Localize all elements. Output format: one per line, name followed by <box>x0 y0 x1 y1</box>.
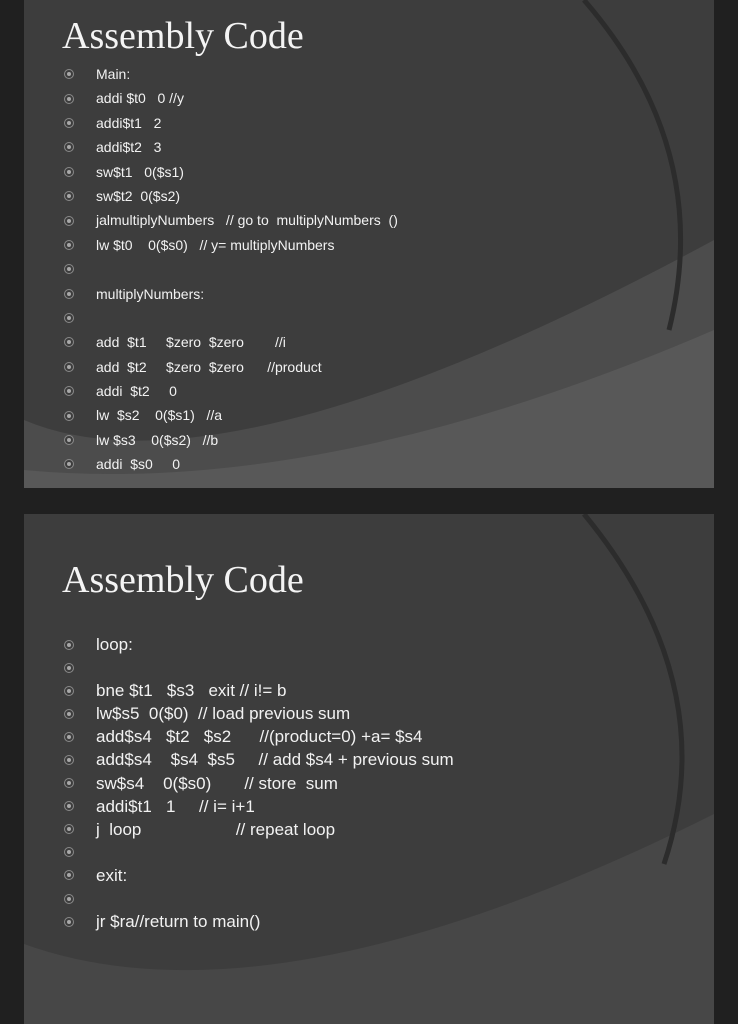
code-line <box>62 772 454 795</box>
bullet-icon <box>64 167 74 177</box>
bullet-icon <box>64 289 74 299</box>
code-text: Main: <box>96 66 131 82</box>
code-line <box>62 679 454 702</box>
code-line <box>62 306 398 330</box>
code-text: jalmultiplyNumbers // go to multiplyNumbers () <box>96 212 398 229</box>
bullet-icon <box>64 755 74 765</box>
slide-1 <box>24 0 714 488</box>
code-line <box>62 656 454 679</box>
code-text: addi $t2 0 <box>96 383 177 400</box>
code-line <box>62 748 454 771</box>
code-line <box>62 818 454 841</box>
bullet-icon <box>64 686 74 696</box>
code-text: sw$s4 0($s0) // store sum <box>96 773 338 793</box>
bullet-icon <box>64 313 74 323</box>
code-text: bne $t1 $s3 exit // i!= b <box>96 681 287 701</box>
code-line <box>62 86 398 110</box>
code-line <box>62 633 454 656</box>
slide-title: Assembly Code <box>62 15 304 57</box>
bullet-icon <box>64 142 74 152</box>
bullet-icon <box>64 411 74 421</box>
bullet-icon <box>64 69 74 79</box>
bullet-icon <box>64 824 74 834</box>
bullet-icon <box>64 118 74 128</box>
code-list <box>62 62 398 477</box>
code-line <box>62 184 398 208</box>
code-text: addi$t1 1 // i= i+1 <box>96 796 255 816</box>
code-text: j loop // repeat loop <box>96 819 336 839</box>
code-line <box>62 725 454 748</box>
code-line <box>62 135 398 159</box>
code-line <box>62 702 454 725</box>
bullet-icon <box>64 732 74 742</box>
code-line <box>62 160 398 184</box>
code-text: sw$t1 0($s1) <box>96 163 184 180</box>
code-text: addi $s0 0 <box>96 456 181 473</box>
bullet-icon <box>64 337 74 347</box>
code-text: add$s4 $t2 $s2 //(product=0) +a= $s4 <box>96 727 423 747</box>
bullet-icon <box>64 459 74 469</box>
code-line <box>62 841 454 864</box>
code-line <box>62 208 398 232</box>
bullet-icon <box>64 640 74 650</box>
code-line <box>62 910 454 933</box>
code-text: multiplyNumbers: <box>96 285 205 302</box>
code-text: lw $s2 0($s1) //a <box>96 407 223 424</box>
bullet-icon <box>64 801 74 811</box>
code-line <box>62 330 398 354</box>
code-line <box>62 428 398 452</box>
bullet-icon <box>64 240 74 250</box>
code-text: lw $t0 0($s0) // y= multiplyNumbers <box>96 236 335 253</box>
slide-title: Assembly Code <box>62 559 304 601</box>
code-line <box>62 887 454 910</box>
code-text: addi $t0 0 //y <box>96 90 184 107</box>
bullet-icon <box>64 94 74 104</box>
code-text: add $t2 $zero $zero //product <box>96 358 322 375</box>
code-line <box>62 452 398 476</box>
code-text: sw$t2 0($s2) <box>96 187 181 204</box>
bullet-icon <box>64 709 74 719</box>
code-line <box>62 62 398 86</box>
code-text: exit: <box>96 865 128 885</box>
code-line <box>62 379 398 403</box>
bullet-icon <box>64 663 74 673</box>
code-line <box>62 864 454 887</box>
bullet-icon <box>64 917 74 927</box>
code-text: lw $s3 0($s2) //b <box>96 431 219 448</box>
code-line <box>62 111 398 135</box>
code-text: loop: <box>96 635 133 654</box>
bullet-icon <box>64 191 74 201</box>
slide-2 <box>24 514 714 1024</box>
code-text: addi$t2 3 <box>96 139 162 156</box>
code-line <box>62 795 454 818</box>
code-text: lw$s5 0($0) // load previous sum <box>96 704 351 724</box>
code-line <box>62 257 398 281</box>
code-text: add $t1 $zero $zero //i <box>96 334 286 351</box>
code-line <box>62 282 398 306</box>
code-list <box>62 633 454 933</box>
bullet-icon <box>64 264 74 274</box>
bullet-icon <box>64 216 74 226</box>
bullet-icon <box>64 435 74 445</box>
bullet-icon <box>64 778 74 788</box>
code-line <box>62 403 398 427</box>
code-line <box>62 355 398 379</box>
bullet-icon <box>64 386 74 396</box>
bullet-icon <box>64 847 74 857</box>
code-text: add$s4 $s4 $s5 // add $s4 + previous sum <box>96 750 454 770</box>
code-text: jr $ra//return to main() <box>96 912 261 932</box>
code-line <box>62 233 398 257</box>
bullet-icon <box>64 870 74 880</box>
bullet-icon <box>64 362 74 372</box>
bullet-icon <box>64 894 74 904</box>
code-text: addi$t1 2 <box>96 114 162 131</box>
